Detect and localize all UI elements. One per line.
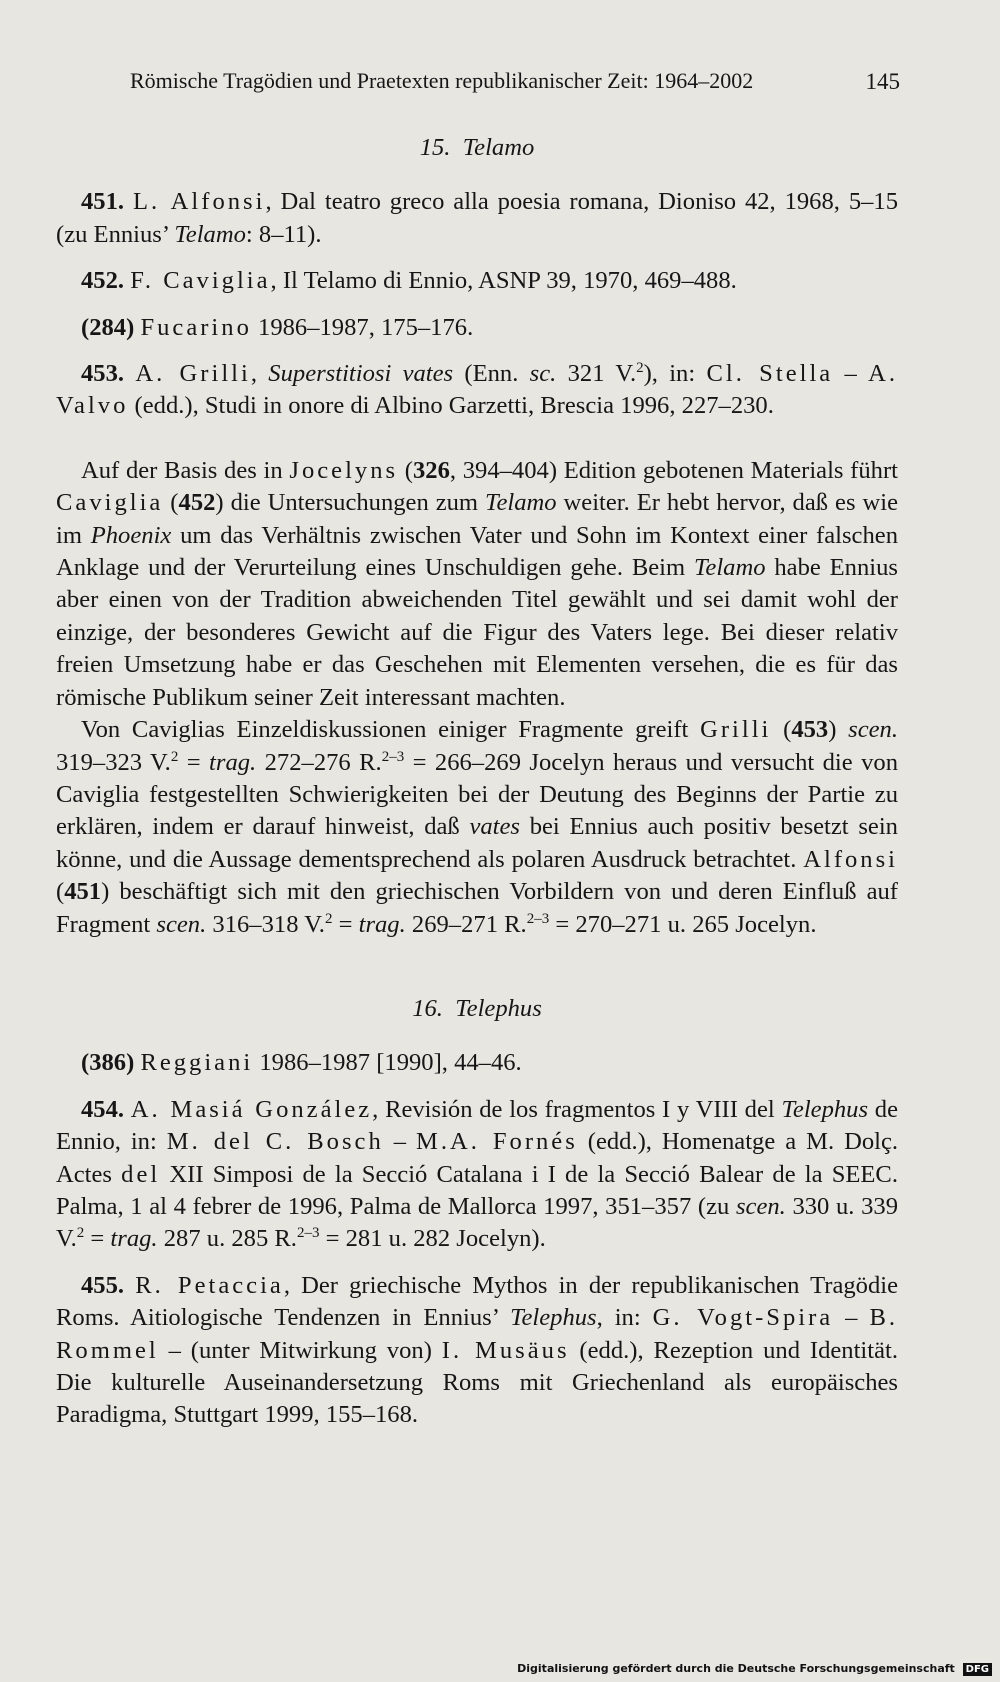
digitization-footer bbox=[517, 1662, 992, 1676]
page-number: 145 bbox=[865, 69, 900, 94]
bib-entry-455: 455. R. Petaccia, Der griechische Mythos in der republikanischen Tragödie Roms. Aitiologische Tendenzen in Ennius’ Telephus, in: G. Vogt-Spira – B. Rommel – (unter Mitwirkung von) I. Musäus (edd.), Rezeption und Identität. Die kulturelle Auseinandersetzung Roms mit Griechenland als europäisches Paradigma, Stuttgart 1999, 155–168. bbox=[56, 1271, 899, 1429]
author-name: Fucarino bbox=[140, 313, 252, 341]
bib-entry-386: (386) Reggiani 1986–1987 [1990], 44–46. bbox=[81, 1049, 522, 1077]
editor-name: A. Valvo bbox=[56, 360, 899, 420]
author-name: F. Caviglia bbox=[130, 267, 271, 295]
author-name: L. Alfonsi bbox=[132, 188, 266, 216]
editor-name: M.A. Fornés bbox=[415, 1128, 578, 1156]
dfg-logo: DFG bbox=[963, 1663, 992, 1676]
editor-name: B. Rommel bbox=[56, 1304, 899, 1364]
author-name: Reggiani bbox=[140, 1049, 254, 1077]
bib-entry-451: 451. L. Alfonsi, Dal teatro greco alla poesia romana, Dioniso 42, 1968, 5–15 (zu Ennius’ Telamo: 8–11). bbox=[56, 188, 899, 248]
body-paragraph-2: Von Caviglias Einzeldiskussionen einiger Fragmente greift Grilli (453) scen. 319–323 V.$^2$ = trag. 272–276 R.$^{2-3}$ = 266–269 Jocelyn heraus und versucht die von Caviglia festgestellten Schwierigkeiten bei der Deutung des Beginns der Partie zu erklären, indem er darauf hinweist, daß vates bei Ennius auch positiv besetzt sein könne, und die Aussage dementsprechend als polaren Ausdruck betrachtet. Alfonsi (451) beschäftigt sich mit den griechischen Vorbildern von und deren Einfluß auf Fragment scen. 316–318 V.$^2$ = trag. 269–271 R.$^{2-3}$ = 270–271 u. 265 Jocelyn. bbox=[56, 716, 899, 938]
editor-name: I. Musäus bbox=[441, 1336, 570, 1364]
author-name: A. Grilli bbox=[135, 360, 251, 388]
body-paragraph-1: Auf der Basis des in Jocelyns (326, 394–404) Edition gebotenen Materials führt Caviglia (452) die Untersuchungen zum Telamo weiter. Er hebt hervor, daß es wie im Phoenix um das Verhältnis zwischen Vater und Sohn im Kontext einer falschen Anklage und der Verurteilung eines Unschuldigen gehe. Beim Telamo habe Ennius aber einen von der Tradition abweichenden Titel gewählt und sei damit wohl der einzige, der besonderes Gewicht auf die Figur des Vaters lege. Bei dieser relativ freien Umsetzung habe er das Geschehen mit Elementen versehen, die es für das römische Publikum seiner Zeit interessant machten. bbox=[56, 456, 899, 711]
page-content bbox=[56, 132, 898, 1446]
bib-entry-454: 454. A. Masiá González, Revisión de los fragmentos I y VIII del Telephus de Ennio, in: M. del C. Bosch – M.A. Fornés (edd.), Homenatge a M. Dolç. Actes del XII Simposi de la Secció Catalana i I de la Secció Balear de la SEEC. Palma, 1 al 4 febrer de 1996, Palma de Mallorca 1997, 351–357 (zu scen. 330 u. 339 V.$^2$ = trag. 287 u. 285 R.$^{2-3}$ = 281 u. 282 Jocelyn). bbox=[56, 1095, 899, 1253]
section-heading-telephus: 16. Telephus bbox=[412, 994, 542, 1022]
footer-text: Digitalisierung gefördert durch die Deutsche Forschungsgemeinschaft bbox=[517, 1662, 955, 1675]
editor-name: G. Vogt-Spira bbox=[652, 1304, 834, 1332]
bib-entry-284: (284) Fucarino 1986–1987, 175–176. bbox=[81, 313, 474, 341]
bib-entry-453: 453. A. Grilli, Superstitiosi vates (Enn. sc. 321 V.$^2$), in: Cl. Stella – A. Valvo (edd.), Studi in onore di Albino Garzetti, Brescia 1996, 227–230. bbox=[56, 360, 899, 420]
bib-entry-452: 452. F. Caviglia, Il Telamo di Ennio, ASNP 39, 1970, 469–488. bbox=[81, 267, 737, 295]
section-heading-telamo: 15. Telamo bbox=[419, 134, 535, 161]
running-head-title: Römische Tragödien und Praetexten republikanischer Zeit: 1964–2002 bbox=[130, 68, 754, 93]
editor-name: Cl. Stella bbox=[706, 360, 834, 388]
author-name: R. Petaccia bbox=[135, 1271, 284, 1299]
editor-name: M. del C. Bosch bbox=[166, 1128, 384, 1156]
author-name: A. Masiá González bbox=[130, 1095, 373, 1123]
